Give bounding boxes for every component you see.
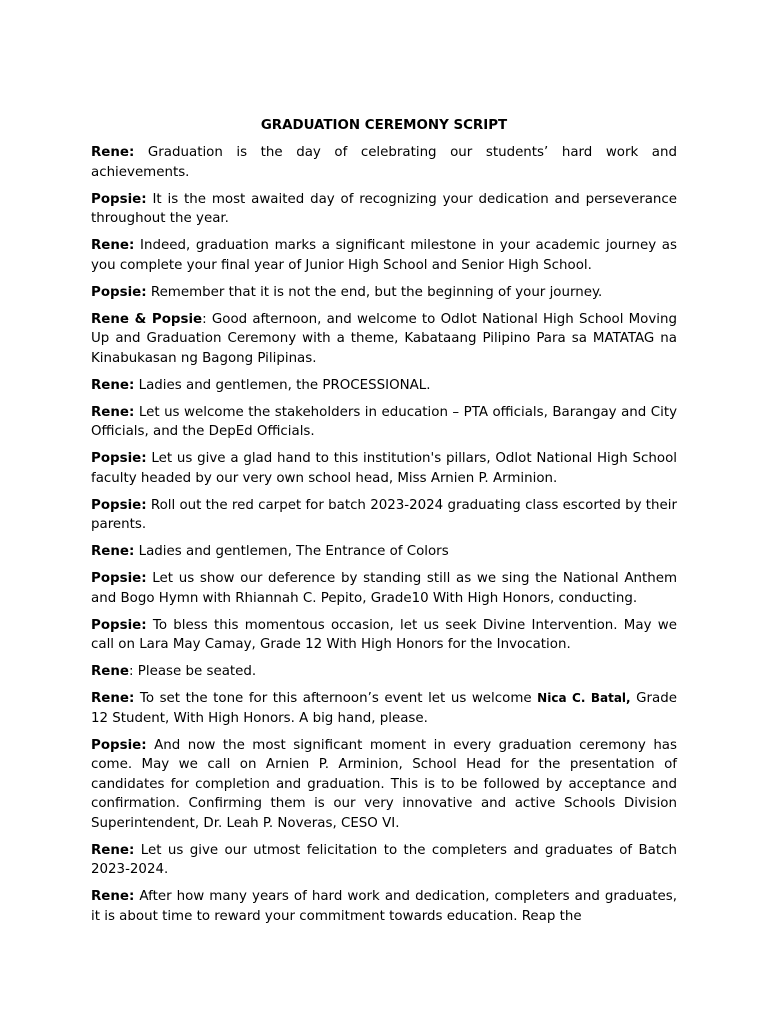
script-text: And now the most significant moment in every graduation ceremony has come. May we call on Arnien P. Arminion, School Head for the presentation of candidates for completion and graduation. This is to be followed by acceptance and confirmation. Confirming them is our very innovative and active Schools Division Superintendent, Dr. Leah P. Noveras, CESO VI. [91, 737, 677, 831]
script-line [91, 403, 677, 442]
speaker-name: Rene [91, 664, 130, 679]
script-line [91, 662, 677, 682]
script-text: To set the tone for this afternoon’s event let us welcome [134, 691, 538, 706]
script-text: Let us give our utmost felicitation to the completers and graduates of Batch 2023-2024. [91, 842, 677, 877]
script-line [91, 736, 677, 834]
script-line [91, 569, 677, 608]
script-text: Grade 12 Student, With High Honors. A big hand, please. [91, 691, 677, 726]
speaker-name: Popsie: [91, 617, 147, 633]
speaker-name: Popsie: [91, 451, 147, 466]
speaker-name: Rene: [91, 544, 135, 559]
script-line [91, 616, 677, 655]
script-text: Ladies and gentlemen, the PROCESSIONAL. [134, 377, 431, 393]
speaker-name: Popsie: [91, 737, 147, 753]
script-text: Remember that it is not the end, but the beginning of your journey. [146, 284, 603, 300]
script-text: Let us give a glad hand to this institution's pillars, Odlot National High School faculty headed by our very own school head, Miss Arnien P. Arminion. [91, 451, 677, 486]
speaker-name: Rene: [91, 238, 135, 253]
script-text: Graduation is the day of celebrating our students’ hard work and achievements. [91, 145, 677, 180]
script-line [91, 841, 677, 880]
speaker-name: Rene: [91, 691, 135, 706]
script-line [91, 190, 677, 229]
script-line [91, 542, 677, 562]
speaker-name: Popsie: [91, 284, 147, 300]
script-line [91, 236, 677, 275]
script-text: Let us show our deference by standing still as we sing the National Anthem and Bogo Hymn with Rhiannah C. Pepito, Grade10 With High Honors, conducting. [91, 571, 677, 606]
script-line [91, 283, 677, 303]
speaker-name: Rene: [91, 377, 135, 393]
script-line [91, 376, 677, 396]
speaker-name: Rene: [91, 889, 135, 904]
script-line [91, 689, 677, 728]
script-line [91, 887, 677, 926]
script-text: : Please be seated. [129, 664, 257, 679]
speaker-name: Popsie: [91, 571, 147, 586]
script-text: Roll out the red carpet for batch 2023-2024 graduating class escorted by their parents. [91, 497, 677, 532]
student-name: Nica C. Batal, [537, 691, 631, 705]
script-line [91, 449, 677, 488]
script-text: : Good afternoon, and welcome to Odlot National High School Moving Up and Graduation Ceremony with a theme, Kabataang Pilipino Para sa MATATAG na Kinabukasan ng Bagong Pilipinas. [91, 311, 677, 366]
speaker-name: Rene: [91, 842, 135, 858]
script-text: Ladies and gentlemen, The Entrance of Colors [134, 544, 449, 559]
script-line [91, 143, 677, 182]
speaker-name: Rene & Popsie [91, 311, 203, 327]
speaker-name: Rene: [91, 145, 135, 160]
script-line [91, 496, 677, 535]
script-text: Let us welcome the stakeholders in education – PTA officials, Barangay and City Officials, and the DepEd Officials. [91, 404, 677, 439]
speaker-name: Popsie: [91, 497, 147, 513]
script-text: After how many years of hard work and dedication, completers and graduates, it is about time to reward your commitment towards education. Reap the [91, 889, 677, 924]
script-text: To bless this momentous occasion, let us seek Divine Intervention. May we call on Lara May Camay, Grade 12 With High Honors for the Invocation. [91, 617, 677, 652]
script-line [91, 310, 677, 369]
speaker-name: Popsie: [91, 191, 147, 207]
script-text: Indeed, graduation marks a significant milestone in your academic journey as you complete your final year of Junior High School and Senior High School. [91, 238, 677, 273]
script-text: It is the most awaited day of recognizing your dedication and perseverance throughout the year. [91, 191, 677, 226]
document-title: GRADUATION CEREMONY SCRIPT [260, 118, 508, 133]
speaker-name: Rene: [91, 404, 135, 420]
